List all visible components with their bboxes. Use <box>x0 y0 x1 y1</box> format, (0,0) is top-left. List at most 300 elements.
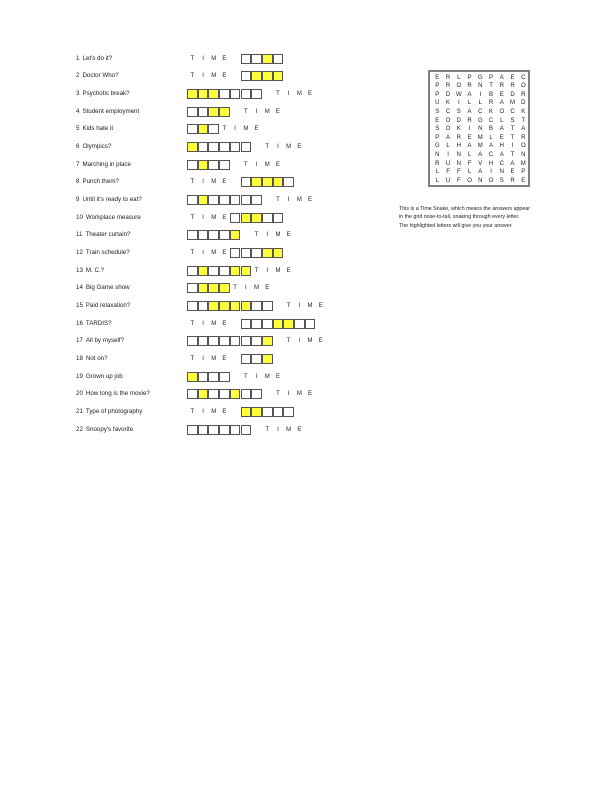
answer-box[interactable] <box>208 142 219 152</box>
time-letter: E <box>308 196 313 203</box>
time-letter: I <box>277 426 279 433</box>
answer-box[interactable] <box>273 54 284 64</box>
highlighted-answer-box[interactable] <box>230 230 241 240</box>
answer-box[interactable] <box>251 248 262 258</box>
answer-box[interactable] <box>241 71 252 81</box>
highlighted-answer-box[interactable] <box>198 266 209 276</box>
highlighted-answer-box[interactable] <box>198 124 209 134</box>
grid-letter: O <box>520 83 526 90</box>
grid-letter: L <box>467 100 472 107</box>
answer-box[interactable] <box>230 336 241 346</box>
grid-row <box>432 91 528 100</box>
answer-box[interactable] <box>241 319 252 329</box>
clue-row <box>0 176 340 188</box>
highlighted-answer-box[interactable] <box>262 177 273 187</box>
grid-letter: L <box>500 117 504 124</box>
time-letter: T <box>276 90 280 97</box>
letter-grid <box>428 70 530 187</box>
highlighted-answer-box[interactable] <box>219 283 230 293</box>
highlighted-answer-box[interactable] <box>262 336 273 346</box>
instructions-line: The highlighted letters will give you your answer. <box>399 222 513 229</box>
clue-row <box>0 318 340 330</box>
highlighted-answer-box[interactable] <box>198 160 209 170</box>
grid-letter: T <box>510 126 515 133</box>
grid-letter: W <box>455 91 462 98</box>
time-letter: T <box>254 232 259 239</box>
clue-label <box>76 266 104 276</box>
time-letter: I <box>202 55 204 62</box>
answer-box[interactable] <box>230 213 241 223</box>
clue-text: How long is the movie? <box>85 390 150 398</box>
clue-text: Let's do it? <box>82 54 113 62</box>
answer-box[interactable] <box>219 389 230 399</box>
time-letter: I <box>202 179 204 186</box>
highlighted-answer-box[interactable] <box>208 89 219 99</box>
highlighted-answer-box[interactable] <box>273 248 284 258</box>
grid-letter: L <box>467 169 472 176</box>
grid-letter: C <box>445 108 451 115</box>
clue-row <box>0 106 340 118</box>
highlighted-answer-box[interactable] <box>208 301 219 311</box>
highlighted-answer-box[interactable] <box>187 89 198 99</box>
clue-row <box>0 229 340 241</box>
instructions-line: in the grid nose-to-tail, snaking through every letter. <box>399 214 520 221</box>
time-letter: I <box>266 267 269 274</box>
grid-letter: F <box>446 169 450 176</box>
answer-box[interactable] <box>208 389 219 399</box>
answer-box[interactable] <box>198 142 209 152</box>
answer-box[interactable] <box>208 336 219 346</box>
clue-row <box>0 388 340 400</box>
highlighted-answer-box[interactable] <box>230 389 241 399</box>
grid-letter: R <box>488 100 494 107</box>
time-letter: E <box>286 267 291 274</box>
clue-number: 1 <box>76 54 80 62</box>
answer-box[interactable] <box>187 389 198 399</box>
clue-number: 20 <box>76 390 83 398</box>
answer-box[interactable] <box>187 266 198 276</box>
grid-letter: E <box>510 74 515 81</box>
answer-box[interactable] <box>187 301 198 311</box>
answer-box[interactable] <box>187 124 198 134</box>
answer-box[interactable] <box>198 336 209 346</box>
time-letter: T <box>276 196 280 203</box>
answer-box[interactable] <box>198 107 209 117</box>
clue-number: 7 <box>76 160 80 168</box>
time-letter: E <box>222 408 227 415</box>
grid-letter: A <box>499 74 504 81</box>
grid-letter: A <box>478 151 483 158</box>
highlighted-answer-box[interactable] <box>273 177 284 187</box>
time-letter: I <box>202 249 204 256</box>
clue-row <box>0 353 340 365</box>
clue-text: Snoopy's favorite <box>85 425 134 433</box>
highlighted-answer-box[interactable] <box>241 213 252 223</box>
grid-letter: L <box>435 169 439 176</box>
clue-label <box>76 248 130 258</box>
highlighted-answer-box[interactable] <box>198 389 209 399</box>
clue-number: 9 <box>76 195 80 203</box>
answer-box[interactable] <box>283 177 294 187</box>
highlighted-answer-box[interactable] <box>251 407 262 417</box>
answer-box[interactable] <box>219 336 230 346</box>
grid-row <box>432 134 528 143</box>
time-letter: M <box>211 355 217 362</box>
time-letter: I <box>234 126 236 133</box>
grid-letter: F <box>467 160 472 167</box>
grid-letter: T <box>510 134 515 141</box>
grid-letter: R <box>456 134 461 141</box>
time-letter: T <box>265 426 270 433</box>
time-letter: I <box>298 338 301 345</box>
grid-letter: L <box>435 177 439 184</box>
clue-number: 15 <box>76 301 83 309</box>
highlighted-answer-box[interactable] <box>230 301 241 311</box>
clue-row <box>0 300 340 312</box>
grid-letter: I <box>490 169 492 176</box>
grid-letter: L <box>467 151 472 158</box>
answer-box[interactable] <box>251 319 262 329</box>
answer-box[interactable] <box>251 301 262 311</box>
answer-box[interactable] <box>273 213 284 223</box>
grid-letter: D <box>445 91 451 98</box>
time-letter: T <box>190 355 195 362</box>
time-letter: E <box>265 285 270 292</box>
grid-letter: H <box>499 143 504 150</box>
highlighted-answer-box[interactable] <box>262 71 273 81</box>
answer-box[interactable] <box>187 336 198 346</box>
grid-row <box>432 108 528 117</box>
grid-letter: I <box>511 143 514 150</box>
highlighted-answer-box[interactable] <box>283 319 294 329</box>
answer-box[interactable] <box>251 89 262 99</box>
clue-number: 10 <box>76 213 83 221</box>
highlighted-answer-box[interactable] <box>198 195 209 205</box>
highlighted-answer-box[interactable] <box>251 177 262 187</box>
grid-letter: T <box>510 151 515 158</box>
clue-number: 4 <box>76 107 80 115</box>
answer-box[interactable] <box>219 142 230 152</box>
clue-text: Psychotic break? <box>82 89 130 97</box>
answer-box[interactable] <box>208 195 219 205</box>
answer-box[interactable] <box>208 124 219 134</box>
answer-box[interactable] <box>219 425 230 435</box>
time-letter: M <box>296 391 302 398</box>
answer-box[interactable] <box>241 54 252 64</box>
time-letter: I <box>202 320 204 327</box>
answer-box[interactable] <box>208 425 219 435</box>
clue-label <box>76 301 130 311</box>
answer-box[interactable] <box>187 107 198 117</box>
clue-text: Punch them? <box>82 178 119 186</box>
grid-letter: G <box>434 143 440 150</box>
time-letter: I <box>255 161 258 168</box>
time-letter: I <box>298 302 301 309</box>
answer-box[interactable] <box>251 354 262 364</box>
grid-letter: P <box>521 169 526 176</box>
answer-box[interactable] <box>283 407 294 417</box>
answer-box[interactable] <box>241 177 252 187</box>
clue-label <box>76 142 111 152</box>
clue-number: 17 <box>76 337 83 345</box>
grid-letter: F <box>456 169 461 176</box>
time-letter: E <box>286 232 291 239</box>
highlighted-answer-box[interactable] <box>273 319 284 329</box>
time-letter: E <box>275 161 280 168</box>
answer-box[interactable] <box>198 372 209 382</box>
time-letter: T <box>286 338 291 345</box>
answer-box[interactable] <box>230 195 241 205</box>
grid-letter: T <box>521 117 526 124</box>
grid-letter: U <box>435 100 440 107</box>
grid-letter: K <box>446 100 451 107</box>
time-letter: M <box>296 196 302 203</box>
highlighted-answer-box[interactable] <box>262 248 273 258</box>
grid-letter: H <box>456 143 461 150</box>
time-letter: I <box>287 391 290 398</box>
grid-letter: E <box>435 74 440 81</box>
clue-label <box>76 71 119 81</box>
answer-box[interactable] <box>230 89 241 99</box>
grid-row <box>432 82 528 91</box>
time-letter: E <box>222 249 227 256</box>
answer-box[interactable] <box>208 266 219 276</box>
time-letter: E <box>308 391 313 398</box>
highlighted-answer-box[interactable] <box>273 71 284 81</box>
grid-letter: T <box>489 83 493 90</box>
answer-box[interactable] <box>187 160 198 170</box>
grid-letter: N <box>478 83 483 90</box>
grid-letter: L <box>489 134 493 141</box>
time-letter: T <box>233 285 237 292</box>
answer-box[interactable] <box>187 283 198 293</box>
clue-text: Doctor Who? <box>82 72 119 80</box>
time-letter: I <box>255 108 258 115</box>
time-letter: I <box>266 232 269 239</box>
time-letter: E <box>222 355 227 362</box>
clue-label <box>76 319 112 329</box>
grid-letter: I <box>468 126 471 133</box>
grid-letter: G <box>477 74 483 81</box>
highlighted-answer-box[interactable] <box>219 107 230 117</box>
answer-box[interactable] <box>241 389 252 399</box>
grid-letter: R <box>467 83 472 90</box>
clue-row <box>0 88 340 100</box>
clue-text: M. C.? <box>85 266 105 274</box>
clue-row <box>0 265 340 277</box>
grid-letter: P <box>489 74 494 81</box>
clue-text: Theater curtain? <box>85 231 131 239</box>
answer-box[interactable] <box>219 89 230 99</box>
clue-label <box>76 54 112 64</box>
clue-text: Not on? <box>85 354 108 362</box>
clue-label <box>76 283 130 293</box>
grid-letter: R <box>510 83 515 90</box>
answer-box[interactable] <box>241 248 252 258</box>
time-letter: E <box>222 179 227 186</box>
answer-box[interactable] <box>251 54 262 64</box>
time-letter: I <box>202 73 204 80</box>
grid-letter: C <box>488 151 494 158</box>
clue-label <box>76 195 142 205</box>
highlighted-answer-box[interactable] <box>251 213 262 223</box>
time-letter: T <box>244 108 248 115</box>
answer-box[interactable] <box>230 142 241 152</box>
grid-letter: A <box>499 100 504 107</box>
grid-letter: A <box>478 169 483 176</box>
highlighted-answer-box[interactable] <box>262 54 273 64</box>
answer-box[interactable] <box>219 230 230 240</box>
time-letter: T <box>254 267 259 274</box>
time-letter: M <box>286 426 292 433</box>
time-letter: M <box>211 73 217 80</box>
grid-letter: S <box>435 126 440 133</box>
grid-letter: N <box>478 126 483 133</box>
answer-box[interactable] <box>230 425 241 435</box>
clue-label <box>76 336 124 346</box>
time-letter: T <box>190 55 195 62</box>
clue-number: 13 <box>76 266 83 274</box>
time-letter: I <box>202 408 204 415</box>
answer-box[interactable] <box>262 407 273 417</box>
highlighted-answer-box[interactable] <box>208 283 219 293</box>
grid-letter: C <box>499 160 504 167</box>
answer-box[interactable] <box>241 89 252 99</box>
clue-text: Train schedule? <box>85 248 130 256</box>
highlighted-answer-box[interactable] <box>241 407 252 417</box>
clue-text: Type of photography <box>85 407 143 415</box>
highlighted-answer-box[interactable] <box>219 301 230 311</box>
time-letter: I <box>287 90 290 97</box>
time-letter: E <box>222 55 227 62</box>
answer-box[interactable] <box>219 160 230 170</box>
time-letter: M <box>211 214 217 221</box>
grid-letter: S <box>499 177 504 184</box>
grid-letter: L <box>457 74 461 81</box>
grid-letter: S <box>435 108 440 115</box>
grid-letter: A <box>489 143 494 150</box>
time-letter: M <box>211 320 217 327</box>
instructions-line: This is a Time Snake, which means the answers appear <box>399 206 531 212</box>
grid-letter: F <box>456 177 461 184</box>
time-letter: M <box>307 302 313 309</box>
grid-letter: I <box>457 100 460 107</box>
time-letter: M <box>211 179 217 186</box>
answer-box[interactable] <box>187 425 198 435</box>
time-letter: M <box>243 126 249 133</box>
grid-letter: I <box>447 151 449 158</box>
clue-number: 5 <box>76 125 80 133</box>
time-letter: T <box>244 373 248 380</box>
answer-box[interactable] <box>198 230 209 240</box>
grid-letter: D <box>510 91 515 98</box>
grid-letter: O <box>445 126 451 133</box>
answer-box[interactable] <box>208 160 219 170</box>
answer-box[interactable] <box>241 354 252 364</box>
highlighted-answer-box[interactable] <box>198 89 209 99</box>
answer-box[interactable] <box>219 266 230 276</box>
clue-label <box>76 389 150 399</box>
grid-letter: V <box>478 160 483 167</box>
time-letter: T <box>190 320 195 327</box>
answer-box[interactable] <box>262 301 273 311</box>
highlighted-answer-box[interactable] <box>187 372 198 382</box>
answer-box[interactable] <box>241 195 252 205</box>
answer-box[interactable] <box>219 195 230 205</box>
grid-letter: N <box>521 151 526 158</box>
clue-label <box>76 372 123 382</box>
clue-row <box>0 123 340 135</box>
answer-box[interactable] <box>294 319 305 329</box>
answer-box[interactable] <box>208 372 219 382</box>
time-letter: E <box>275 108 280 115</box>
highlighted-answer-box[interactable] <box>251 71 262 81</box>
answer-box[interactable] <box>219 372 230 382</box>
time-letter: M <box>264 108 270 115</box>
time-letter: E <box>318 338 323 345</box>
instructions <box>399 205 579 230</box>
time-letter: M <box>264 373 270 380</box>
grid-letter: A <box>467 143 472 150</box>
grid-letter: C <box>521 74 526 81</box>
clue-label <box>76 124 113 134</box>
answer-box[interactable] <box>251 336 262 346</box>
grid-letter: O <box>445 117 451 124</box>
answer-box[interactable] <box>208 230 219 240</box>
grid-letter: N <box>435 151 440 158</box>
grid-letter: E <box>510 169 515 176</box>
grid-letter: N <box>499 169 504 176</box>
answer-box[interactable] <box>241 142 252 152</box>
clue-number: 14 <box>76 284 83 292</box>
answer-box[interactable] <box>187 230 198 240</box>
highlighted-answer-box[interactable] <box>241 266 252 276</box>
highlighted-answer-box[interactable] <box>241 301 252 311</box>
clue-label <box>76 160 131 170</box>
highlighted-answer-box[interactable] <box>187 142 198 152</box>
clue-number: 12 <box>76 248 83 256</box>
clue-row <box>0 212 340 224</box>
clue-number: 3 <box>76 89 80 97</box>
highlighted-answer-box[interactable] <box>230 266 241 276</box>
time-letter: M <box>275 267 281 274</box>
answer-box[interactable] <box>262 319 273 329</box>
answer-box[interactable] <box>262 213 273 223</box>
answer-box[interactable] <box>198 301 209 311</box>
answer-box[interactable] <box>198 425 209 435</box>
answer-box[interactable] <box>187 195 198 205</box>
answer-box[interactable] <box>305 319 316 329</box>
grid-letter: S <box>510 117 515 124</box>
answer-box[interactable] <box>251 195 262 205</box>
answer-box[interactable] <box>230 248 241 258</box>
clue-row <box>0 335 340 347</box>
time-letter: M <box>254 285 260 292</box>
clue-text: Workplace measure <box>85 213 141 221</box>
highlighted-answer-box[interactable] <box>262 354 273 364</box>
grid-letter: A <box>499 126 504 133</box>
time-letter: M <box>211 249 217 256</box>
answer-box[interactable] <box>241 425 252 435</box>
grid-letter: O <box>499 108 505 115</box>
highlighted-answer-box[interactable] <box>208 107 219 117</box>
answer-box[interactable] <box>251 389 262 399</box>
time-letter: E <box>318 302 323 309</box>
answer-box[interactable] <box>241 336 252 346</box>
answer-box[interactable] <box>273 407 284 417</box>
clue-row <box>0 282 340 294</box>
highlighted-answer-box[interactable] <box>198 283 209 293</box>
